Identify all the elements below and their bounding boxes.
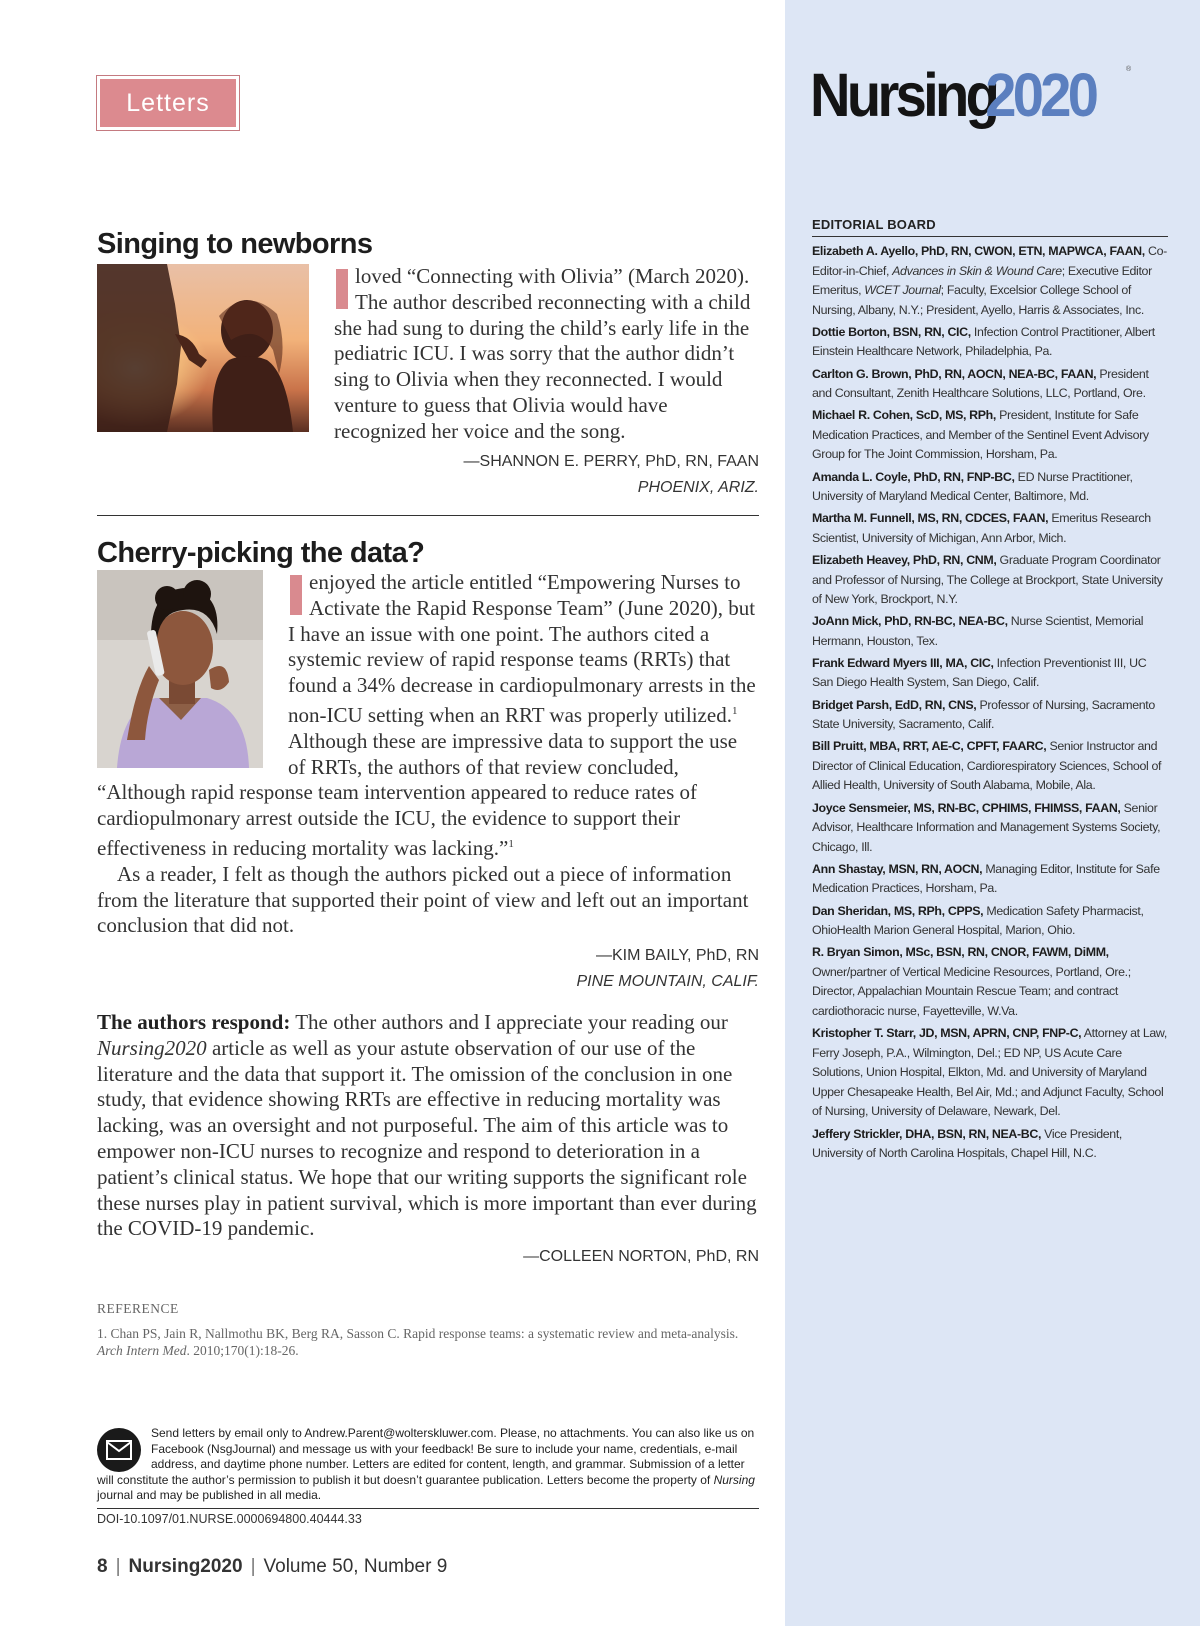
letter-body-part1: enjoyed the article entitled “Empowering Nurses to Activate the Rapid Response Team” (June 2020), but I have an issue with one point. The authors cited a systemic review of rapid response teams (RRTs) that found a 34% decrease in cardiopulmonary arrests in the non-ICU setting when an RRT was properly utilized. [288,570,756,727]
board-member [812,696,1168,735]
member-name: JoAnn Mick, PhD, RN-BC, NEA-BC, [812,614,1008,629]
member-name: Michael R. Cohen, ScD, MS, RPh, [812,408,996,423]
member-description: Medication Safety Pharmacist, OhioHealth Marion General Hospital, Marion, Ohio. [812,903,1144,938]
board-title: EDITORIAL BOARD [812,217,1168,237]
page-number: 8 [97,1556,108,1577]
letter-heading: Singing to newborns [97,228,373,260]
letter-heading: Cherry-picking the data? [97,537,425,569]
member-name: Kristopher T. Starr, JD, MSN, APRN, CNP, FNP-C, [812,1026,1082,1041]
member-name: Jeffery Strickler, DHA, BSN, RN, NEA-BC, [812,1126,1042,1141]
member-name: Amanda L. Coyle, PhD, RN, FNP-BC, [812,469,1015,484]
letter-signature: —KIM BAILY, PhD, RN [595,947,759,965]
board-member [812,654,1168,693]
member-description: Emeritus Research Scientist, University of Michigan, Ann Arbor, Mich. [812,511,1151,545]
footer-journal: Nursing2020 [128,1556,243,1577]
doi-text: DOI-10.1097/01.NURSE.0000694800.40444.33 [97,1512,362,1526]
reference-section [97,1300,759,1359]
board-member [812,468,1168,507]
member-name: Martha M. Funnell, MS, RN, CDCES, FAAN, [812,511,1049,526]
citation-marker: 1 [731,704,738,717]
journal-name: Nursing2020 [97,1035,207,1060]
board-member [812,737,1168,796]
board-member [812,799,1168,858]
member-description: WCET Journal [864,283,941,298]
member-description: Infection Control Practitioner, Albert Einstein Healthcare Network, Philadelphia, Pa. [812,324,1155,359]
section-label: Letters [96,75,240,131]
member-description: Owner/partner of Vertical Medicine Resources, Portland, Ore.; Director, Appalachian Mountain Rescue Team; and contract cardiothoracic nurse, Fayetteville, W.Va. [812,964,1131,1018]
reference-item: 1. Chan PS, Jain R, Nallmothu BK, Berg RA, Sasson C. Rapid response teams: a systematic review and meta-analysis. Arch Intern Med. 2010;170(1):18-26. [97,1326,739,1358]
member-description: President and Consultant, Zenith Healthcare Solutions, LLC, Portland, Ore. [812,366,1149,401]
board-member [812,406,1168,465]
response-lead: The authors respond: [97,1010,291,1034]
doi-divider [97,1508,759,1509]
member-description: Graduate Program Coordinator and Professor of Nursing, The College at Brockport, State University of New York, Brockport, N.Y. [812,552,1163,607]
member-description: Infection Preventionist III, UC San Diego Health System, San Diego, Calif. [812,655,1147,690]
member-description: President, Institute for Safe Medication Practices, and Member of the Sentinel Event Advisory Group for The Joint Commission, Horsham, Pa. [812,408,1149,462]
letter-body: loved “Connecting with Olivia” (March 2020). The author described reconnecting with a child she had sung to during the child’s early life in the pediatric ICU. I was sorry that the author didn’t sing to Olivia when they reconnected. I would venture to guess that Olivia would have recognized her voice and the song. [334,264,751,443]
board-member [812,902,1168,941]
member-name: Dan Sheridan, MS, RPh, CPPS, [812,903,984,918]
citation-marker: 1 [508,837,514,850]
drop-cap [290,575,302,615]
member-name: Bill Pruitt, MBA, RRT, AE-C, CPFT, FAARC, [812,739,1047,754]
letter-signature: —SHANNON E. PERRY, PhD, RN, FAAN [463,452,759,470]
member-description: Senior Instructor and Director of Clinical Education, Cardiorespiratory Sciences, School of Allied Health, University of South Alabama, Mobile, Ala. [812,739,1162,793]
silhouette-photo [97,264,309,432]
member-description: ED Nurse Practitioner, University of Maryland Medical Center, Baltimore, Md. [812,469,1133,504]
board-member [812,242,1168,320]
letter-location: PINE MOUNTAIN, CALIF. [576,973,759,991]
board-member [812,509,1168,548]
member-name: Joyce Sensmeier, MS, RN-BC, CPHIMS, FHIMSS, FAAN, [812,800,1121,815]
masthead-logo [810,60,1132,130]
letter-singing-to-newborns [97,226,759,501]
member-description: Senior Advisor, Healthcare Information and Management Systems Society, Chicago, Ill. [812,800,1161,854]
editorial-board [812,217,1168,1166]
member-name: Elizabeth Heavey, PhD, RN, CNM, [812,552,997,567]
letter-body-part3: As a reader, I felt as though the authors picked out a piece of information from the literature that supported their point of view and left out an important conclusion that did not. [97,861,749,938]
member-name: Bridget Parsh, EdD, RN, CNS, [812,697,977,712]
submission-text: Send letters by email only to Andrew.Parent@wolterskluwer.com. Please, no attachments. You can also like us on Facebook (NsgJournal) and message us with your feedback! Be sure to include your name, credentials, e-mail address, and daytime phone number. Letters are edited for content, length, and grammar. Submission of a letter will constitute the author’s permission to publish it but doesn’t guarantee publication. Letters become the property of [97,1426,755,1487]
board-member [812,1125,1168,1164]
member-description: Attorney at Law, Ferry Joseph, P.A., Wilmington, Del.; ED NP, US Acute Care Solutions, Union Hospital, Elkton, Md. and University of Maryland Upper Chesapeake Health, Bel Air, Md.; and Adjunct Faculty, School of Nursing, University of Delaware, Newark, Del. [812,1026,1167,1119]
letter-location: PHOENIX, ARIZ. [637,478,759,496]
board-member [812,943,1168,1021]
member-description: ; Faculty, Excelsior College School of Nursing, Albany, N.Y.; President, Ayello, Harris & Associates, Inc. [812,283,1144,317]
drop-cap [336,269,348,309]
member-description: ; Executive Editor Emeritus, [812,263,1152,298]
registered-mark: ® [1126,66,1132,73]
journal-name: Nursing [713,1472,755,1487]
response-text-part1: The other authors and I appreciate your reading our [290,1010,728,1034]
masthead-year: 2020 [985,61,1096,129]
member-name: Elizabeth A. Ayello, PhD, RN, CWON, ETN, MAPWCA, FAAN, [812,244,1145,258]
member-description: Professor of Nursing, Sacramento State University, Sacramento, Calif. [812,697,1155,732]
board-member [812,612,1168,651]
board-members [812,242,1168,1164]
letter-cherry-picking [97,535,759,995]
response-text-part2: article as well as your astute observation of our use of the literature and the data that support it. The omission of the conclusion in one study, that evidence showing RRTs are effective in reducing mortality was lacking, was an oversight and not purposeful. The aim of this article was to empower non-ICU nurses to recognize and respond to deterioration in a patient’s clinical status. We hope that our writing supports the significant role these nurses play in patient survival, which is more important than ever during the COVID-19 pandemic. [97,1035,757,1241]
woman-on-phone-photo [97,570,263,768]
board-member [812,551,1168,610]
member-description: Nurse Scientist, Memorial Hermann, Houston, Tex. [812,614,1144,648]
board-member [812,860,1168,899]
page-footer: 8 | Nursing2020 | Volume 50, Number 9 [97,1556,448,1577]
envelope-icon [97,1428,141,1472]
reference-heading: REFERENCE [97,1301,179,1316]
authors-response [97,1010,759,1270]
board-member [812,323,1168,362]
member-name: Ann Shastay, MSN, RN, AOCN, [812,861,983,876]
member-description: Managing Editor, Institute for Safe Medication Practices, Horsham, Pa. [812,861,1160,896]
response-signature: —COLLEEN NORTON, PhD, RN [523,1248,759,1266]
member-name: Frank Edward Myers III, MA, CIC, [812,655,994,670]
submission-note: Send letters by email only to Andrew.Parent@wolterskluwer.com. Please, no attachments. You can also like us on Facebook (NsgJournal) and message us with your feedback! Be sure to include your name, credentials, e-mail address, and daytime phone number. Letters are edited for content, length, and grammar. Submission of a letter will constitute the author’s permission to publish it but doesn’t guarantee publication. Letters become the property of Nursing journal and may be published in all media. [97,1426,755,1502]
letter-body-part2: Although these are impressive data to support the use of RRTs, the authors of that review concluded, “Although rapid response team intervention appeared to reduce rates of cardiopulmonary arrest outside the ICU, the evidence to support their effectiveness in reducing mortality was lacking.” [97,728,738,860]
member-description: Advances in Skin & Wound Care [892,263,1062,278]
member-description: Co-Editor-in-Chief, [812,244,1167,278]
member-description: Vice President, University of North Carolina Hospitals, Chapel Hill, N.C. [812,1126,1123,1161]
masthead-word: Nursing [810,61,997,129]
member-name: Dottie Borton, BSN, RN, CIC, [812,324,971,339]
board-member [812,1024,1168,1122]
board-member [812,365,1168,404]
footer-issue: Volume 50, Number 9 [263,1556,448,1577]
member-name: R. Bryan Simon, MSc, BSN, RN, CNOR, FAWM, DiMM, [812,945,1109,960]
section-divider [97,515,759,516]
member-name: Carlton G. Brown, PhD, RN, AOCN, NEA-BC, FAAN, [812,366,1097,381]
reference-journal: Arch Intern Med [97,1343,187,1358]
